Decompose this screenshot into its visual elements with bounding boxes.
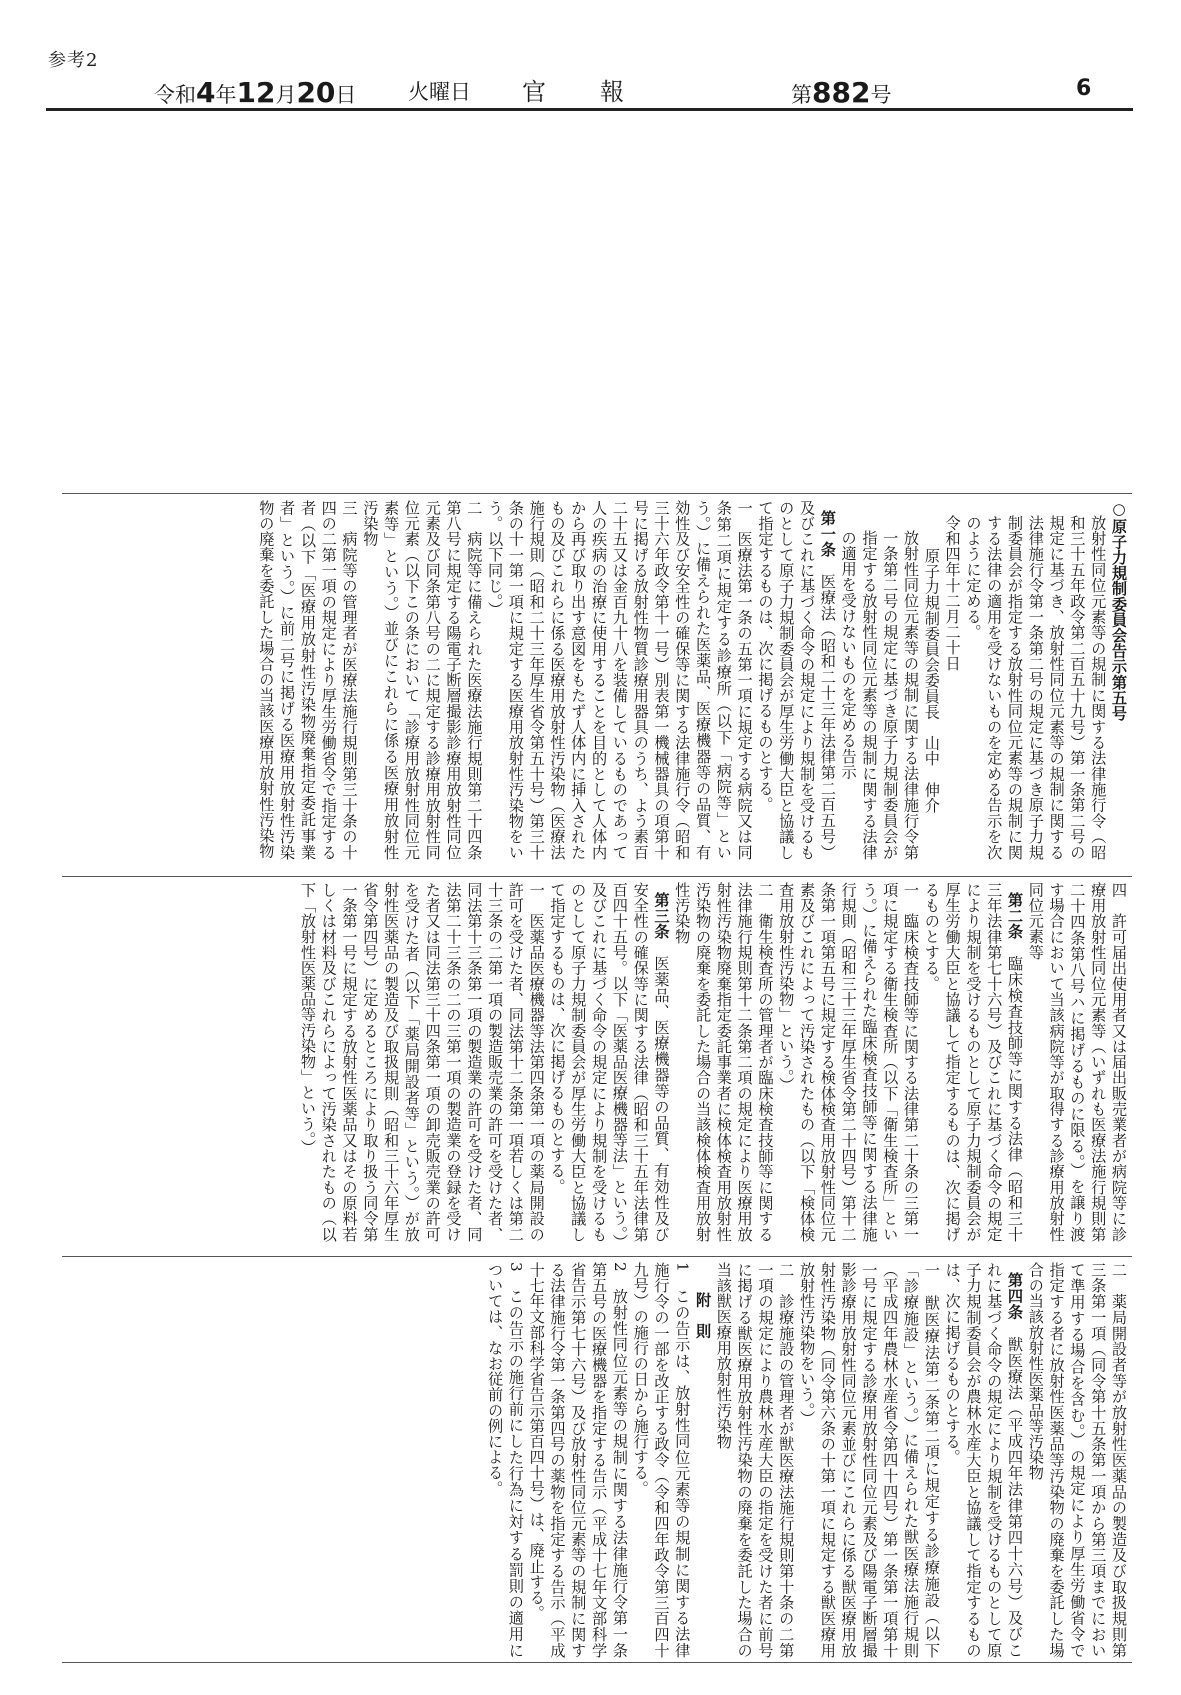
article-3 [547,882,672,1242]
article-1-item-2: 二 病院等に備えられた医療法施行規則第二十四条第八号に規定する陽電子断層撮影診療用放射性同位元素及び同条第八号の二に規定する診療用放射性同位元素（以下この条において「診療用放射性同位元素等」という。）並びにこれらに係る医療用放射性汚染物 [361,500,484,860]
article-4 [942,1262,1025,1658]
notice-title: ○原子力規制委員会告示第五号 [1110,500,1128,722]
blank-area [48,115,1131,490]
article-3-item-1: 一 医薬品医療機器等法第四条第一項の薬局開設の許可を受けた者、同法第十二条第一項若しくは第二十三条の二第一項の製造販売業の許可を受けた者、同法第十三条第一項の製造業の許可を受けた者、同法第二十三条の二の三第一項の製造業の登録を受けた者又は同法第三十四条第一項の卸売販売業の許可を受けた者（以下「薬局開設者等」という。）が放射性医薬品の製造及び取扱規則（昭和三十六年厚生省令第四号）に定めるところにより取り扱う同令第一条第一号に規定する放射性医薬品又はその原料若しくは材料及びこれらによって汚染されたもの（以下「放射性医薬品等汚染物」という。） [298,882,546,1242]
issue-number: 第882号 [791,76,892,109]
supplementary-2: 2 放射性同位元素等の規制に関する法律施行令第一条第五号の医療機器を指定する告示（平成十七年文部科学省告示第七十六号）及び放射性同位元素等の規制に関する法律施行令第一条第四号の薬物を指定する告示（平成十七年文部科学省告示第百四十号）は、廃止する。 [527,1262,629,1658]
reference-label: 参考2 [48,50,99,71]
article-1-text: 医療法（昭和二十三年法律第二百五号）及びこれに基づく命令の規定により規制を受けるものとして原子力規制委員会が厚生労働大臣と協議して指定するものは、次に掲げるものとする。 [756,500,837,860]
notice-preamble: 放射性同位元素等の規制に関する法律施行令（昭和三十五年政令第二百五十九号）第一条第二号の規定に基づき、放射性同位元素等の規制に関する法律施行令第一条第二号の規定に基づき原子力規制委員会が指定する放射性同位元素等の規制に関する法律の適用を受けないものを定める告示を次のように定める。 [964,515,1108,860]
tier-rule-top [62,493,1132,494]
notice-tier-3 [61,1262,1129,1658]
article-1-item-3: 三 病院等の管理者が医療法施行規則第三十条の十四の二第一項の規定により厚生労働省令で指定する者（以下「医療用放射性汚染物廃棄指定委託事業者」という。）に前二号に掲げる医療用放射性汚染物の廃棄を委託した場合の当該医療用放射性汚染物 [257,500,359,860]
tier-rule-bottom [62,1662,1132,1663]
page-number: 6 [1076,76,1092,101]
article-2-item-1: 一 臨床検査技師等に関する法律第二十条の三第一項に規定する衛生検査所（以下「衛生検査所」という。）に備えられた臨床検査技師等に関する法律施行規則（昭和三十三年厚生省令第二十四号）第十二条第一項第五号に規定する検体検査用放射性同位元素及びこれによって汚染されたもの（以下「検体検査用放射性汚染物」という。） [777,882,921,1242]
header-rule [46,108,1133,111]
supplementary-heading: 附 則 [694,1292,713,1339]
notice-tier-2 [61,882,1129,1242]
notice-date: 令和四年十二月二十日 [943,515,962,671]
gazette-header [48,72,1131,110]
supplementary-1: 1 この告示は、放射性同位元素等の規制に関する法律施行令の一部を改正する政令（令和四年政令第三百四十九号）の施行の日から施行する。 [631,1262,692,1658]
article-1-item-1: 一 医療法第一条の五第一項に規定する病院又は同条第二項に規定する診療所（以下「病院等」という。）に備えられた医薬品、医療機器等の品質、有効性及び安全性の確保等に関する法律施行令（昭和三十六年政令第十一号）別表第一機械器具の項第十号に掲げる放射性物質診療用器具のうち、よう素百二十五又は金百九十八を装備しているものであって人の疾病の治療に使用することを目的として人体内から再び取り出す意図をもたず人体内に挿入されたもの及びこれらに係る医療用放射性汚染物（医療法施行規則（昭和二十三年厚生省令第五十号）第三十条の十一第一項に規定する医療用放射性汚染物をいう。以下同じ。） [486,500,754,860]
article-4-text: 獣医療法（平成四年法律第四十六号）及びこれに基づく命令の規定により規制を受けるものとして原子力規制委員会が農林水産大臣と協議して指定するものは、次に掲げるものとする。 [943,1262,1025,1658]
issue-date: 令和4年12月20日 [154,76,357,109]
gazette-name: 官報 [522,78,678,106]
article-2 [921,882,1025,1242]
article-4-heading: 第四条 [1006,1272,1025,1321]
article-4-item-1: 一 獣医療法第二条第二項に規定する診療施設（以下「診療施設」という。）に備えられた獣医療法施行規則（平成四年農林水産省令第四十四号）第一条第一項第十一号に規定する診療用放射性同位元素及び陽電子断層撮影診療用放射性同位元素並びにこれらに係る獣医療用放射性汚染物（同令第六条の十第一項に規定する獣医療用放射性汚染物をいう。） [798,1262,941,1658]
tier-rule-lower [62,1256,1132,1257]
article-2-text: 臨床検査技師等に関する法律（昭和三十三年法律第七十六号）及びこれに基づく命令の規定により規制を受けるものとして原子力規制委員会が厚生労働大臣と協議して指定するものは、次に掲げるものとする。 [922,882,1025,1242]
article-2-item-2: 二 衛生検査所の管理者が臨床検査技師等に関する法律施行規則第十二条第二項の規定により医療用放射性汚染物廃棄指定委託事業者に検体検査用放射性汚染物の廃棄を委託した場合の当該検体検査用放射性汚染物 [673,882,775,1242]
supplementary-3: 3 この告示の施行前にした行為に対する罰則の適用については、なお従前の例による。 [486,1262,525,1658]
article-3-text: 医薬品、医療機器等の品質、有効性及び安全性の確保等に関する法律（昭和三十五年法律第百四十五号。以下「医薬品医療機器等法」という。）及びこれに基づく命令の規定により規制を受けるものとして原子力規制委員会が厚生労働大臣と協議して指定するものは、次に掲げるものとする。 [548,882,671,1242]
article-3-item-2: 二 薬局開設者等が放射性医薬品の製造及び取扱規則第三条第一項（同令第十五条第一項から第三項までにおいて準用する場合を含む。）の規定により厚生労働省令で指定する者に放射性医薬品等汚染物の廃棄を委託した場合の当該放射性医薬品等汚染物 [1026,1262,1128,1658]
article-4-item-2: 二 診療施設の管理者が獣医療法施行規則第十条の二第一項の規定により農林水産大臣の指定を受けた者に前号に掲げる獣医療用放射性汚染物の廃棄を委託した場合の当該獣医療用放射性汚染物 [714,1262,796,1658]
article-1 [755,500,838,860]
article-1-heading: 第一条 [818,510,837,558]
article-3-heading: 第三条 [652,892,671,940]
notice-tier-1 [61,500,1129,860]
notice-signer: 原子力規制委員会委員長 山中 伸介 [922,548,941,814]
tier-rule-middle [62,876,1132,877]
article-1-item-4: 四 許可届出使用者又は届出販売業者が病院等に診療用放射性同位元素等（いずれも医療法施行規則第二十四条第八号ハに掲げるものに限る。）を譲り渡す場合において当該病院等が取得する診療用放射性同位元素等 [1026,882,1128,1242]
notice-subtitle: 放射性同位元素等の規制に関する法律施行令第一条第二号の規定に基づき原子力規制委員会が指定する放射性同位元素等の規制に関する法律の適用を受けないものを定める告示 [839,530,921,860]
issue-weekday: 火曜日 [408,80,471,104]
article-2-heading: 第二条 [1006,892,1025,940]
